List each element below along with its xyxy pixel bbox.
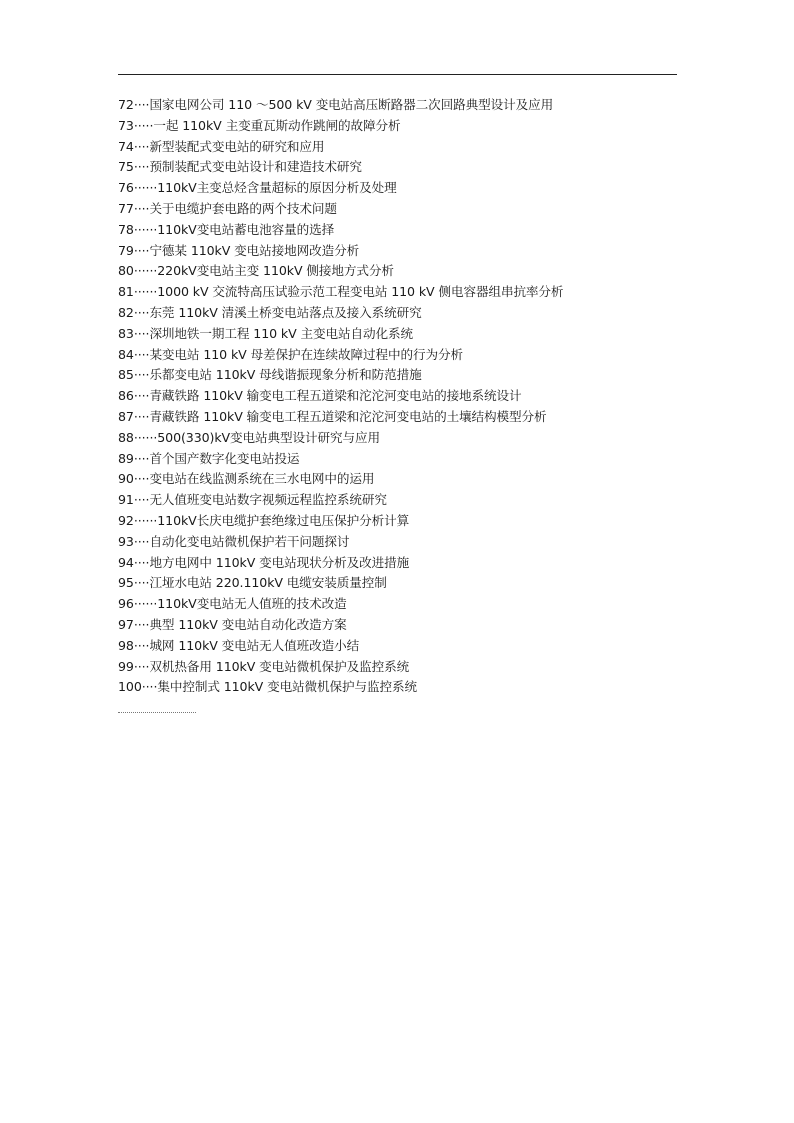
list-item: 77····关于电缆护套电路的两个技术问题	[118, 200, 337, 216]
reference-list	[118, 95, 698, 698]
list-item: 95····江垭水电站 220.110kV 电缆安装质量控制	[118, 575, 387, 591]
list-item: 86····青藏铁路 110kV 输变电工程五道梁和沱沱河变电站的接地系统设计	[118, 388, 522, 404]
list-item: 89····首个国产数字化变电站投运	[118, 450, 300, 466]
list-item: 83····深圳地铁一期工程 110 kV 主变电站自动化系统	[118, 325, 413, 341]
list-item: 98····城网 110kV 变电站无人值班改造小结	[118, 637, 360, 653]
list-item: 99····双机热备用 110kV 变电站微机保护及监控系统	[118, 658, 410, 674]
list-item: 97····典型 110kV 变电站自动化改造方案	[118, 616, 347, 632]
list-item: 82····东莞 110kV 清溪土桥变电站落点及接入系统研究	[118, 304, 422, 320]
list-item: 88······500(330)kV变电站典型设计研究与应用	[118, 429, 380, 445]
list-item: 75····预制装配式变电站设计和建造技术研究	[118, 159, 362, 175]
list-item: 90····变电站在线监测系统在三水电网中的运用	[118, 471, 375, 487]
list-item: 80······220kV变电站主变 110kV 侧接地方式分析	[118, 263, 394, 279]
list-item: 93····自动化变电站微机保护若干问题探讨	[118, 533, 350, 549]
list-item: 92······110kV长庆电缆护套绝缘过电压保护分析计算	[118, 512, 410, 528]
list-item: 76······110kV主变总烃含量超标的原因分析及处理	[118, 180, 397, 196]
footer-dotted-rule	[118, 712, 196, 713]
list-item: 91····无人值班变电站数字视频远程监控系统研究	[118, 492, 387, 508]
list-item: 74····新型装配式变电站的研究和应用	[118, 138, 325, 154]
list-item: 72····国家电网公司 110 ～500 kV 变电站高压断路器二次回路典型设计及应用	[118, 97, 554, 112]
list-item: 73·····一起 110kV 主变重瓦斯动作跳闸的故障分析	[118, 117, 401, 133]
header-rule	[118, 74, 677, 75]
list-item: 78······110kV变电站蓄电池容量的选择	[118, 221, 335, 237]
list-item: 85····乐都变电站 110kV 母线谐振现象分析和防范措施	[118, 367, 422, 383]
list-item: 87····青藏铁路 110kV 输变电工程五道梁和沱沱河变电站的土壤结构模型分析	[118, 408, 547, 424]
list-item: 84····某变电站 110 kV 母差保护在连续故障过程中的行为分析	[118, 346, 463, 362]
list-item: 81······1000 kV 交流特高压试验示范工程变电站 110 kV 侧电容器组串抗率分析	[118, 284, 564, 300]
list-item: 94····地方电网中 110kV 变电站现状分析及改进措施	[118, 554, 410, 570]
list-item: 96······110kV变电站无人值班的技术改造	[118, 596, 347, 612]
list-item: 100····集中控制式 110kV 变电站微机保护与监控系统	[118, 679, 417, 695]
list-item: 79····宁德某 110kV 变电站接地网改造分析	[118, 242, 360, 258]
